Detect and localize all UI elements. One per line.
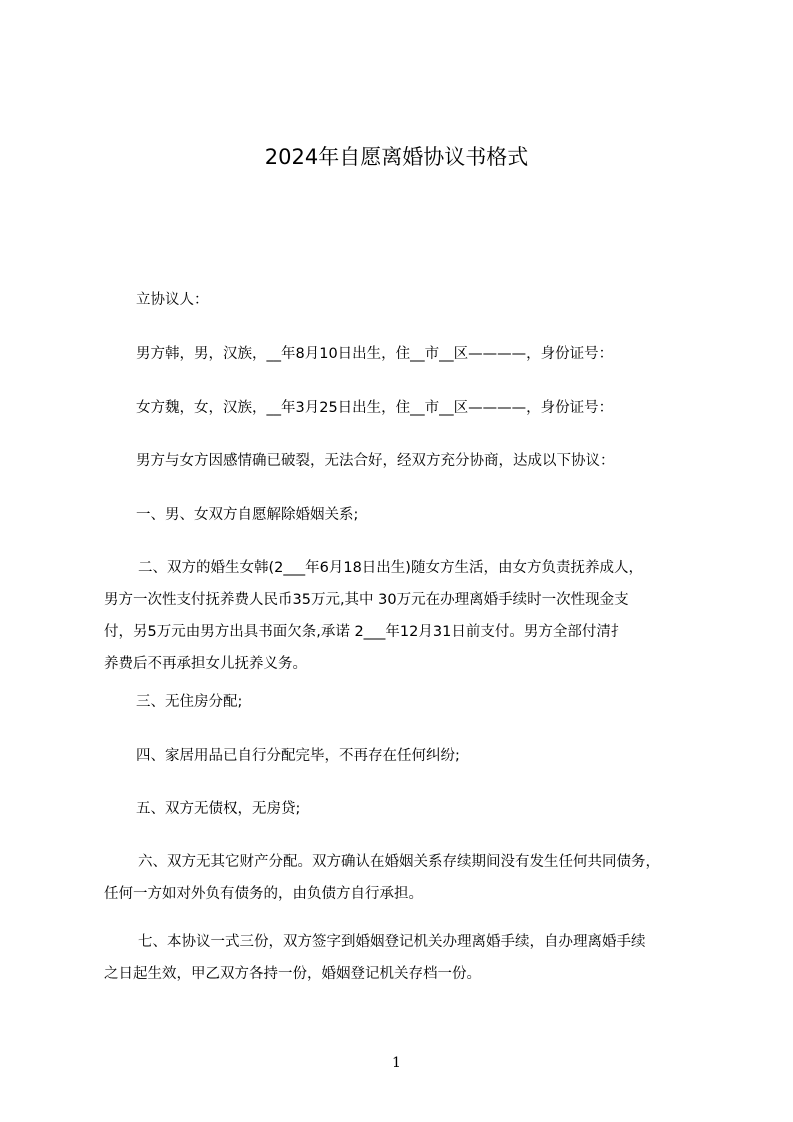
clause-4: 四、家居用品已自行分配完毕，不再存在任何纠纷;: [136, 748, 460, 764]
clause-5: 五、双方无债权，无房贷;: [136, 801, 301, 817]
clause-2-line: 二、双方的婚生女韩(2___年6月18日出生)随女方生活，由女方负责抚养成人，: [138, 560, 643, 576]
clause-6: [104, 846, 694, 910]
clause-7: [104, 926, 694, 990]
clause-1: 一、男、女双方自愿解除婚姻关系;: [136, 507, 359, 523]
clause-7-line: 七、本协议一式三份，双方签字到婚姻登记机关办理离婚手续，自办理离婚手续: [138, 934, 646, 950]
preamble: 男方与女方因感情确已破裂，无法合好，经双方充分协商，达成以下协议：: [136, 453, 615, 469]
clause-2-line: 男方一次性支付抚养费人民币35万元,其中 30万元在办理离婚手续时一次性现金支: [104, 592, 629, 608]
clause-6-line: 六、双方无其它财产分配。双方确认在婚姻关系存续期间没有发生任何共同债务，: [138, 854, 660, 870]
document-title: 2024年自愿离婚协议书格式: [264, 145, 529, 169]
intro-line: 立协议人：: [136, 292, 209, 308]
clause-3: 三、无住房分配;: [136, 694, 243, 710]
female-party-info: 女方魏，女，汉族，__年3月25日出生，住__市__区————，身份证号：: [136, 400, 614, 416]
page-number: 1: [392, 1055, 401, 1071]
clause-2-line: 付，另5万元由男方出具书面欠条,承诺 2___年12月31日前支付。男方全部付清扌: [104, 624, 626, 640]
clause-7-line: 之日起生效，甲乙双方各持一份，婚姻登记机关存档一份。: [104, 966, 481, 982]
male-party-info: 男方韩，男，汉族，__年8月10日出生，住__市__区————，身份证号：: [136, 346, 614, 362]
clause-2: [104, 552, 694, 680]
clause-2-line: 养费后不再承担女儿抚养义务。: [104, 656, 307, 672]
clause-6-line: 任何一方如对外负有债务的，由负债方自行承担。: [104, 886, 423, 902]
